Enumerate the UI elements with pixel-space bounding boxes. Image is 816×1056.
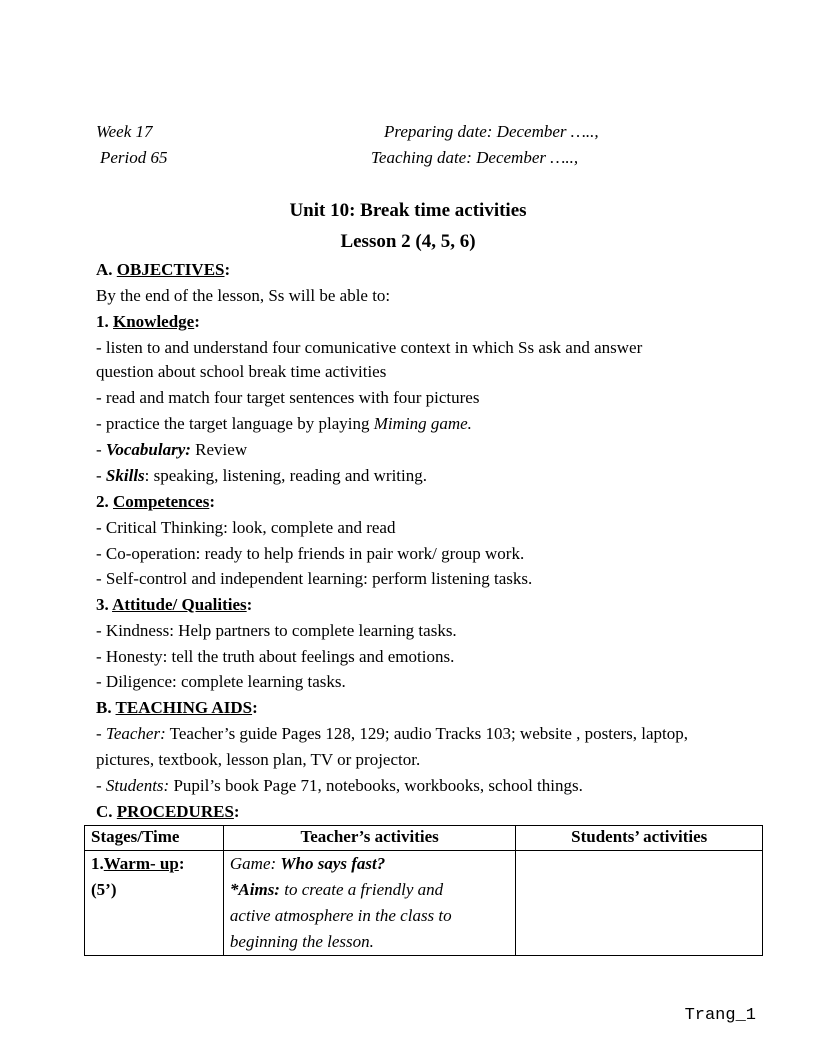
knowledge-colon: : [194,312,200,331]
competence-item-2: - Co-operation: ready to help friends in pair work/ group work. [96,544,525,563]
section-a-prefix: A. [96,260,117,279]
knowledge-prefix: 1. [96,312,113,331]
objectives-intro: By the end of the lesson, Ss will be able to: [96,286,391,305]
vocabulary-value: Review [190,440,248,459]
teacher-activity-cell [223,851,516,956]
attitude-item-3: - Diligence: complete learning tasks. [96,672,346,691]
aims-line-2: active atmosphere in the class to [229,906,452,925]
attitude-colon: : [246,595,253,614]
stage-name [91,851,217,877]
attitude-item-2: - Honesty: tell the truth about feelings and emotions. [96,647,455,666]
student-activity-cell [516,851,763,956]
knowledge-item-1b: question about school break time activities [96,362,387,381]
section-b-colon: : [252,698,258,717]
section-b-title: TEACHING AIDS [115,698,253,717]
procedures-table [84,825,763,956]
lesson-title: Lesson 2 (4, 5, 6) [340,231,476,252]
teaching-date: Teaching date: December ….., [371,148,579,167]
game-name: Who says fast? [280,854,386,873]
competences-heading [96,491,215,513]
skills-value: : speaking, listening, reading and writing. [144,466,428,485]
section-b-prefix: B. [96,698,116,717]
attitude-prefix: 3. [96,595,113,614]
vocabulary-line [96,439,247,461]
competences-colon: : [209,492,215,511]
header-students-activities: Students’ activities [516,826,763,851]
attitude-item-1: - Kindness: Help partners to complete learning tasks. [96,621,457,640]
students-dash: - [96,776,106,795]
skills-dash: - [96,466,106,485]
teacher-aids-text: Teacher’s guide Pages 128, 129; audio Tracks 103; website , posters, laptop, [165,724,689,743]
competence-item-1: - Critical Thinking: look, complete and read [96,518,396,537]
teacher-aids-line-1 [96,723,688,745]
section-a-colon: : [224,260,231,279]
competence-item-3: - Self-control and independent learning: perform listening tasks. [96,569,533,588]
table-header-row [85,826,763,851]
knowledge-item-1a: - listen to and understand four comunicative context in which Ss ask and answer [96,338,643,357]
period-label: Period 65 [100,148,168,167]
student-aids-line [96,775,583,797]
students-label: Students: [105,776,170,795]
week-label: Week 17 [96,122,153,141]
attitude-heading [96,594,252,616]
knowledge-title: Knowledge [113,312,195,331]
section-b-heading [96,697,258,719]
aims-text-1: to create a friendly and [279,880,444,899]
warm-up-label: Warm- up [103,854,179,873]
game-line [230,851,510,877]
section-c-heading [96,801,240,823]
header-teacher-activities: Teacher’s activities [223,826,516,851]
section-a-heading [96,259,230,281]
skills-line [96,465,427,487]
page-number: Trang_1 [684,1006,756,1025]
skills-label: Skills [105,466,145,485]
unit-title: Unit 10: Break time activities [289,200,527,221]
teacher-aids-line-2: pictures, textbook, lesson plan, TV or projector. [96,750,421,769]
stage-colon: : [178,854,185,873]
competences-prefix: 2. [96,492,113,511]
knowledge-item-2: - read and match four target sentences with four pictures [96,388,480,407]
section-a-title: OBJECTIVES [116,260,225,279]
competences-title: Competences [113,492,210,511]
attitude-title: Attitude/ Qualities [112,595,247,614]
knowledge-item-3-text: - practice the target language by playing [96,414,374,433]
game-label: Game: [229,854,281,873]
teacher-label: Teacher: [105,724,166,743]
preparing-date: Preparing date: December ….., [384,122,599,141]
knowledge-item-3 [96,413,472,435]
stage-cell [85,851,224,956]
table-row [85,851,763,956]
aims-line-3: beginning the lesson. [229,932,374,951]
header-stages-time: Stages/Time [85,826,224,851]
vocabulary-dash: - [96,440,106,459]
miming-game-text: Miming game. [373,414,472,433]
knowledge-heading [96,311,200,333]
stage-time: (5’) [91,880,117,899]
aims-label: *Aims: [229,880,280,899]
aims-line-1 [230,877,510,903]
section-c-prefix: C. [96,802,117,821]
section-c-title: PROCEDURES [116,802,234,821]
vocabulary-label: Vocabulary: [105,440,191,459]
teacher-dash: - [96,724,106,743]
stage-number: 1. [91,854,104,873]
section-c-colon: : [233,802,240,821]
student-aids-text: Pupil’s book Page 71, notebooks, workbooks, school things. [169,776,583,795]
